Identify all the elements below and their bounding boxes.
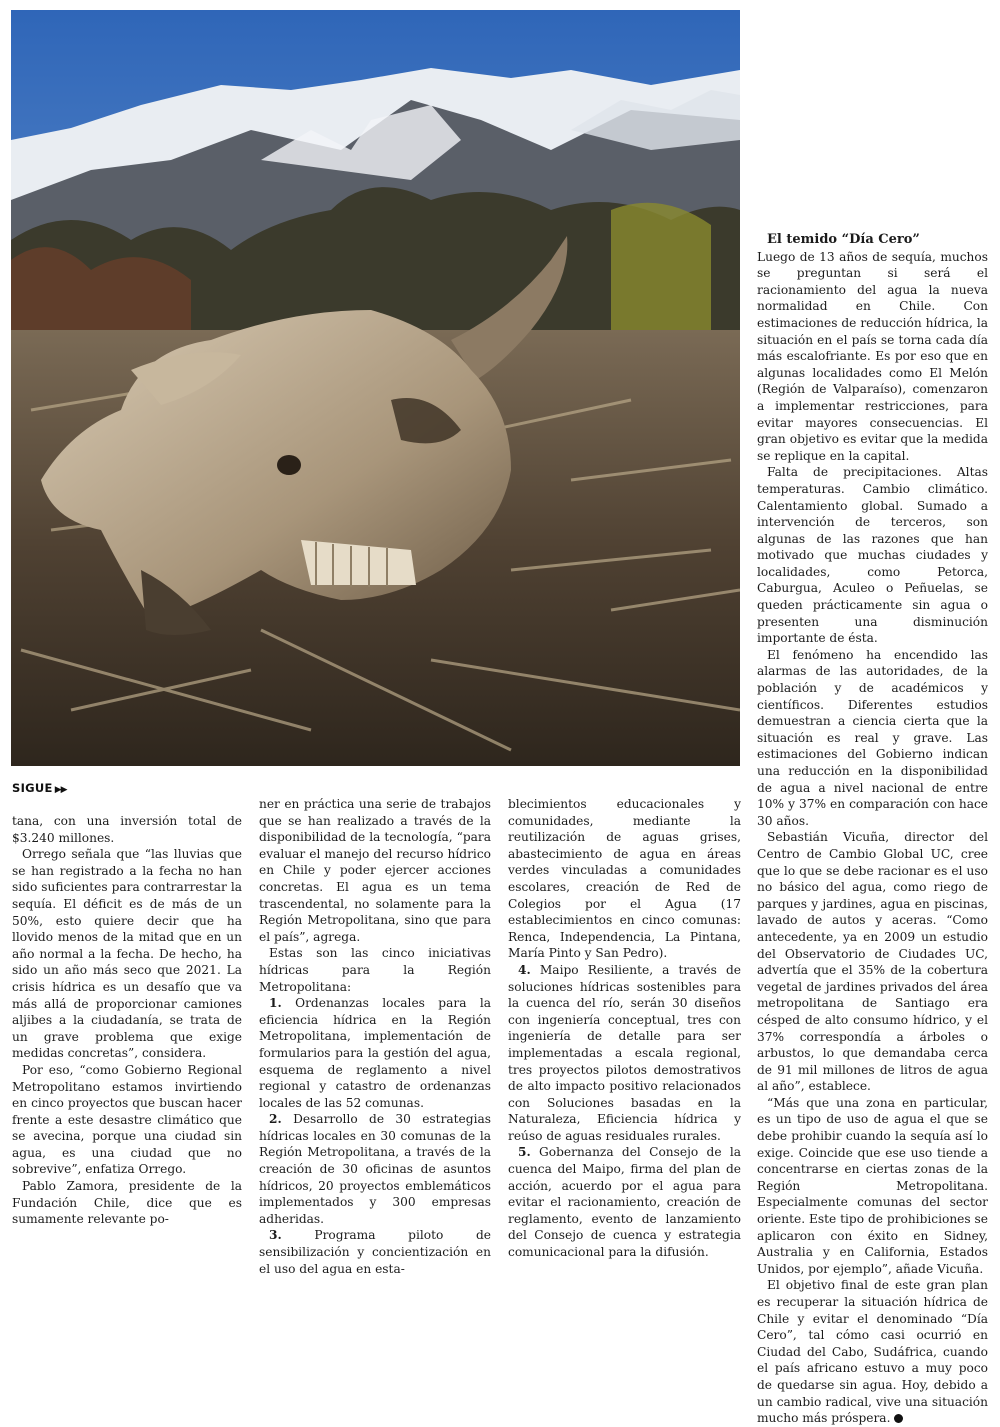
item-text: Gobernanza del Consejo de la cuenca del Maipo, firma del plan de acción, acuerdo por el agua para evitar el racionamiento, creación de reglamento, evento de lanzamiento del Consejo de cuenca y estrategia comunicacional para la difusión. (508, 1145, 741, 1260)
list-item (508, 962, 741, 1145)
paragraph: ner en práctica una serie de trabajos que se han realizado a través de la disponibilidad de la tecnología, “para evaluar el manejo del recurso hídrico en Chile y poder ejercer acciones concretas. El agua es un tema trascendental, no solamente para la Región Metropolitana, sino que para el país”, agrega. (259, 797, 491, 944)
list-item (259, 1227, 491, 1277)
item-number: 4. (518, 962, 531, 977)
paragraph: El fenómeno ha encendido las alarmas de las autoridades, de la población y de académicos y científicos. Diferentes estudios demuestran a ciencia cierta que la situación es real y grave. Las estimaciones del Gobierno indican una reducción en la disponibilidad de agua a nivel nacional de entre 10% y 37% en comparación con hace 30 años. (757, 647, 988, 828)
article-column-4 (757, 232, 988, 1427)
paragraph: blecimientos educacionales y comunidades, mediante la reutilización de aguas grises, abastecimiento de agua en áreas verdes vinculadas a comunidades escolares, creación de Red de Colegios por el Agua (17 establecimientos en cinco comunas: Renca, Independencia, La Pintana, María Pinto y San Pedro). (508, 797, 741, 961)
bull-skull-photo (11, 10, 740, 766)
end-of-article-icon (894, 1414, 903, 1423)
article-column-3 (508, 796, 741, 1261)
paragraph: Pablo Zamora, presidente de la Fundación Chile, dice que es sumamente relevante po- (12, 1179, 242, 1227)
paragraph: Orrego señala que “las lluvias que se han registrado a la fecha no han sido suficientes para contrarrestar la sequía. El déficit es de más de un 50%, esto quiere decir que ha llovido menos de la mitad que en un año normal a la fecha. De hecho, ha sido un año más seco que 2021. La crisis hídrica es un desafío que va más allá de proporcionar camiones aljibes a la ciudadanía, se trata de un grave problema que exige medidas concretas”, considera. (12, 847, 242, 1061)
continue-label: SIGUE (12, 781, 53, 795)
item-number: 5. (518, 1145, 531, 1160)
paragraph: Sebastián Vicuña, director del Centro de Cambio Global UC, cree que lo que se debe racionar es el uso no básico del agua, como riego de parques y jardines, agua en piscinas, lavado de autos y aceras. “Como antecedente, ya en 2009 un estudio del Observatorio de Ciudades UC, advertía que el 35% de la cobertura vegetal de jardines privados del área metropolitana de Santiago era césped de alto consumo hídrico, y el 37% correspondía a árboles o arbustos, lo que demandaba cerca de 91 mil millones de litros de agua al año”, establece. (757, 830, 988, 1094)
section-subheading: El temido “Día Cero” (767, 232, 920, 247)
item-number: 1. (269, 996, 282, 1011)
paragraph: Luego de 13 años de sequía, muchos se preguntan si será el racionamiento del agua la nueva normalidad en Chile. Con estimaciones de reducción hídrica, la situación en el país se torna cada día más escalofriante. Es por eso que en algunas localidades como El Melón (Región de Valparaíso), comenzaron a implementar restricciones, para evitar mayores consecuencias. El gran objetivo es evitar que la medida se replique en la capital. (757, 249, 988, 463)
double-arrow-icon: ▶▶ (54, 785, 67, 795)
article-photo (11, 10, 740, 766)
item-text: Maipo Resiliente, a través de soluciones hídricas sostenibles para la cuenca del río, serán 30 diseños con ingeniería conceptual, tres con ingeniería de detalle para ser implementadas a escala regional, tres proyectos pilotos demostrativos de alto impacto positivo relacionados con Soluciones basadas en la Naturaleza, Eficiencia hídrica y reúso de aguas residuales rurales. (508, 962, 741, 1143)
list-item (259, 1111, 491, 1227)
paragraph: Falta de precipitaciones. Altas temperaturas. Cambio climático. Calentamiento global. Sumado a intervención de terceros, son algunas de las razones que han motivado que muchas ciudades y localidades, como Petorca, Caburgua, Aculeo o Peñuelas, se queden prácticamente sin agua o presenten una disminución importante de ésta. (757, 465, 988, 646)
list-item (508, 1144, 741, 1260)
paragraph (757, 1277, 988, 1426)
article-column-1 (12, 813, 242, 1228)
paragraph: Estas son las cinco iniciativas hídricas para la Región Metropolitana: (259, 946, 491, 994)
closing-text: El objetivo final de este gran plan es recuperar la situación hídrica de Chile y evitar el denominado “Día Cero”, tal cómo casi ocurrió en Ciudad del Cabo, Sudáfrica, cuando el país africano estuvo a muy poco de quedarse sin agua. Hoy, debido a un cambio radical, vive una situación mucho más próspera. (757, 1278, 988, 1426)
item-number: 2. (269, 1112, 282, 1127)
item-text: Ordenanzas locales para la eficiencia hídrica en la Región Metropolitana, implementación de formularios para la gestión del agua, esquema de reglamento a nivel regional y catastro de ordenanzas locales de las 52 comunas. (259, 996, 491, 1110)
paragraph: tana, con una inversión total de $3.240 millones. (12, 814, 242, 845)
list-item (259, 995, 491, 1111)
continue-marker (12, 781, 67, 795)
item-text: Programa piloto de sensibilización y concientización en el uso del agua en esta- (259, 1228, 491, 1276)
paragraph: Por eso, “como Gobierno Regional Metropolitano estamos invirtiendo en cinco proyectos que buscan hacer frente a este desastre climático que se avecina, porque una ciudad sin agua, es una ciudad que no sobrevive”, enfatiza Orrego. (12, 1062, 242, 1177)
item-text: Desarrollo de 30 estrategias hídricas locales en 30 comunas de la Región Metropolitana, a través de la creación de 30 oficinas de asuntos hídricos, 20 proyectos emblemáticos implementados y 300 empresas adheridas. (259, 1112, 491, 1226)
item-number: 3. (269, 1228, 282, 1243)
article-column-2 (259, 796, 491, 1277)
paragraph: “Más que una zona en particular, es un tipo de uso de agua el que se debe prohibir cuando la sequía así lo exige. Coincide que ese uso tiende a concentrarse en ciertas zonas de la Región Metropolitana. Especialmente comunas del sector oriente. Este tipo de prohibiciones se aplicaron con éxito en Sidney, Australia y en California, Estados Unidos, por ejemplo”, añade Vicuña. (757, 1095, 988, 1276)
